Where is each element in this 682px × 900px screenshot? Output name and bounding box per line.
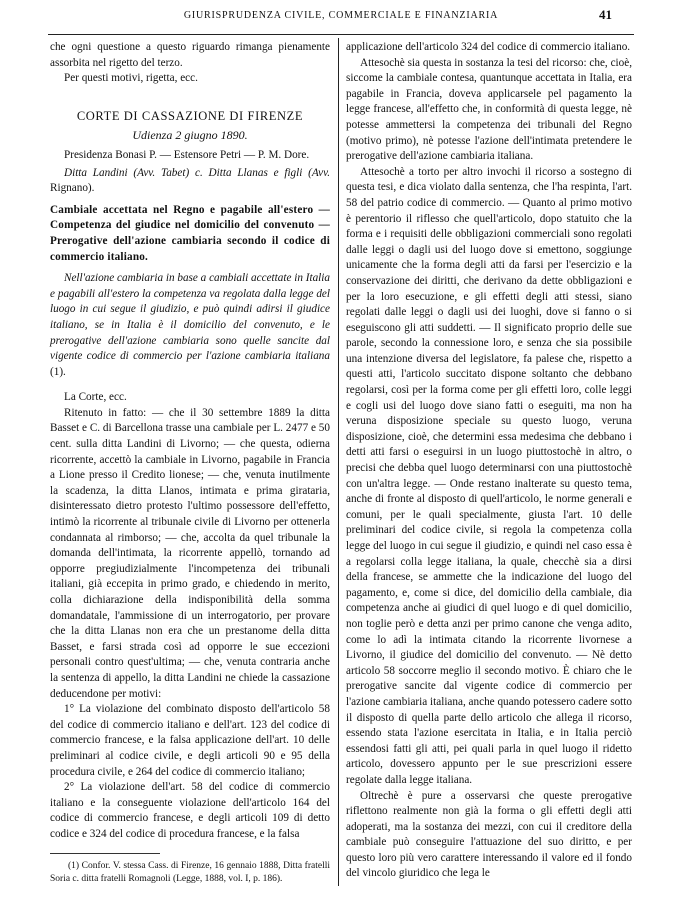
right-column — [346, 40, 632, 882]
right-paragraph-1: applicazione dell'articolo 324 del codice di commercio italiano. — [346, 41, 631, 53]
parties-counsel: Rignano). — [50, 182, 95, 195]
hearing-date: Udienza 2 giugno 1890. — [132, 128, 248, 143]
la-corte: La Corte, ecc. — [64, 391, 127, 404]
right-paragraph-3: Attesochè a torto per altro invochi il ricorso a sostegno di questa tesi, e dica violato dalla sentenza, che l'ha respinta, l'art. 58 del patrio codice di commercio. — Quanto al primo motivo è perentorio il riflesso che quell'articolo, dopo statuito che la forma e i requisiti delle obbligazioni commerciali sono regolati dalle leggi o dagli usi del luogo dove si emettono, soggiunge unicamente che la forma degli atti da farsi per l'esercizio e la conservazione dei diritti, che derivano da dette obbligazioni e per la loro esecuzione, e gli effetti degli atti stessi, siano regolati dalle leggi o dagli usi dei luoghi, dove si fanno o si eseguiscono gli atti suddetti. — Il significato proprio delle sue parole, secondo la connessione loro, e senza che sia possibile una intenzione diversa del legislatore, fa palese che, rispetto a questi atti, l'articolo succitato dispone soltanto che debbano regolarsi, così per la forma come per gli effetti loro, colle leggi e cogli usi del luogo dove siano fatti o eseguiti, ma non ha veruna disposizione speciale su questo luogo, veruna disposizione, cioè, che determini essa medesima che debbano i detti atti farsi o eseguirsi in un luogo piuttostochè in altro, o precisi che debba quel luogo determinarsi con una piuttostochè con un'altra legge. — Onde restano inalterate su questo tema, anche di fronte al disposto di quell'articolo, le norme generali e comuni, per le quali specialmente, giusta l'art. 10 delle preliminari del codice civile, si regola la competenza colla legge del luogo in cui segue il giudizio, e quindi nel caso essa è a regolarsi colla legge italiana, la quale, checchè sia a dirsi della francese, se ammette che la indicazione del luogo del pagamento, e, come si dice, del domicilio della cambiale, dia competenza anche ai giudici di quel luogo e di quel domicilio, non toglie però e detta anzi per primo canone che venga adito, come lo adì la intimata citando la ricorrente livornese a Livorno, il giudice del domicilio del convenuto. — Nè detto articolo 58 soccorre meglio il secondo motivo. È chiaro che le prerogative sancite dal vigente codice di commercio per l'azione cambiaria italiana, anche quando potessero cadere sotto il disposto di quella parte dello articolo che allega il ricorso, essendo stata l'azione esercitata in Italia, e in Italia perciò essendosi fatti gli atti, pei quali parla in quel luogo il ridetto articolo, dovessero appunto per le sue prescrizioni essere regolate dalla legge italiana. — [346, 165, 632, 786]
case-summary-text: Nell'azione cambiaria in base a cambiali accettate in Italia e pagabili all'estero la competenza va regolata dalla legge del luogo in cui segue il giudizio, e può quindi adirsi il giudice italiano, se in Italia è il domicilio del convenuto, e le prerogative dell'azione cambiaria sono quelle sancite dal vigente codice di commercio per l'azione cambiaria italiana — [50, 272, 330, 363]
page-number: 41 — [599, 7, 612, 22]
parties-text: Ditta Landini (Avv. Tabet) c. Ditta Llanas e figli (Avv. — [64, 166, 330, 179]
motivo-1: 1° La violazione del combinato disposto dell'articolo 58 del codice di commercio italiano e dell'art. 123 del codice di commercio francese, e la falsa applicazione dell'art. 10 delle preliminari al codice civile, e degli articoli 90 e 95 della procedura civile, e 264 del codice di commercio italiano; — [50, 703, 330, 778]
running-title: GIURISPRUDENZA CIVILE, COMMERCIALE E FINANZIARIA — [183, 10, 499, 21]
left-paragraph-1: che ogni questione a questo riguardo rimanga pienamente assorbita nel rigetto del terzo. — [50, 41, 330, 69]
ritenuto-paragraph: Ritenuto in fatto: — che il 30 settembre 1889 la ditta Basset e C. di Barcellona trasse una cambiale per L. 2477 e 50 cent. sulla ditta Landini di Livorno; — che questa, odierna ricorrente, accettò la cambiale in Livorno, pagabile in Francia a Lione presso il Credito lionese; — che, venuta inutilmente la scadenza, la ditta Llanos, intimata e prima girataria, disinteressato dietro protesto l'ultimo possessore dell'effetto, intimò la ricorrente al tribunale civile di Livorno per ottenerla condannata al rimborso; — che, accolta da quel tribunale la domanda dell'intimata, la ricorrente appellò, tornando ad opporre pregiudizialmente l'incompetenza dei tribunali italiani, già eccepita in primo grado, e chiedendo in merito, colla dichiarazione della indisponibilità della somma domandatale, l'ammissione di un interrogatorio, per provare che la ditta Llanas non era che un prestanome della ditta Basset, e farsi strada così ad opporre le sue eccezioni personali contro quest'ultima; — che, venuta contraria anche la sentenza di appello, la ditta Landini ne chiede la cassazione deducendone per motivi: — [50, 406, 330, 700]
right-paragraph-4: Oltrechè è pure a osservarsi che queste prerogative riflettono realmente non già la forma o gli effetti degli atti adoperati, ma la sostanza dei mezzi, con cui il creditore della cambiale può conseguire l'attuazione del suo diritto, e per questo loro più vero carattere interessando il valore ed il fondo del vincolo giuridico che lega le — [346, 789, 632, 880]
motivo-2: 2° La violazione dell'art. 58 del codice di commercio italiano e la conseguente violazione dell'articolo 164 del codice di commercio francese, e degli articoli 109 di detto codice e 324 del codice di procedura francese, e la falsa — [50, 781, 330, 840]
right-paragraph-2: Attesochè sia questa in sostanza la tesi del ricorso: che, cioè, siccome la cambiale contesa, quantunque accettata in Italia, era pagabile in Francia, doveva applicarsele pel pagamento la legge francese, all'effetto che, in conformità di questa legge, nè potesse ammettersi la competenza dei tribunali del Regno (motivo primo), nè potesse l'azione dell'intimata pretendere le prerogative dell'azione cambiaria italiana. — [346, 56, 632, 163]
footnote-ref: (1). — [50, 365, 66, 378]
case-summary — [50, 271, 330, 380]
column-divider — [338, 38, 339, 886]
case-headnote: Cambiale accettata nel Regno e pagabile all'estero — Competenza del giudice nel domicilio del convenuto — Prerogative dell'azione cambiaria secondo il codice di commercio italiano. — [50, 203, 330, 263]
court-heading: CORTE DI CASSAZIONE DI FIRENZE — [76, 108, 304, 123]
left-paragraph-2: Per questi motivi, rigetta, ecc. — [64, 72, 198, 85]
footnote: (1) Confor. V. stessa Cass. di Firenze, 16 gennaio 1888, Ditta fratelli Soria c. ditta fratelli Romagnoli (Legge, 1888, vol. I, p. 186). — [50, 860, 330, 884]
header-rule — [48, 34, 634, 35]
running-header — [0, 6, 682, 28]
parties-line — [50, 166, 330, 197]
footnote-rule — [50, 853, 160, 854]
left-column — [50, 40, 330, 886]
presidency-line: Presidenza Bonasi P. — Estensore Petri — P. M. Dore. — [64, 148, 310, 161]
